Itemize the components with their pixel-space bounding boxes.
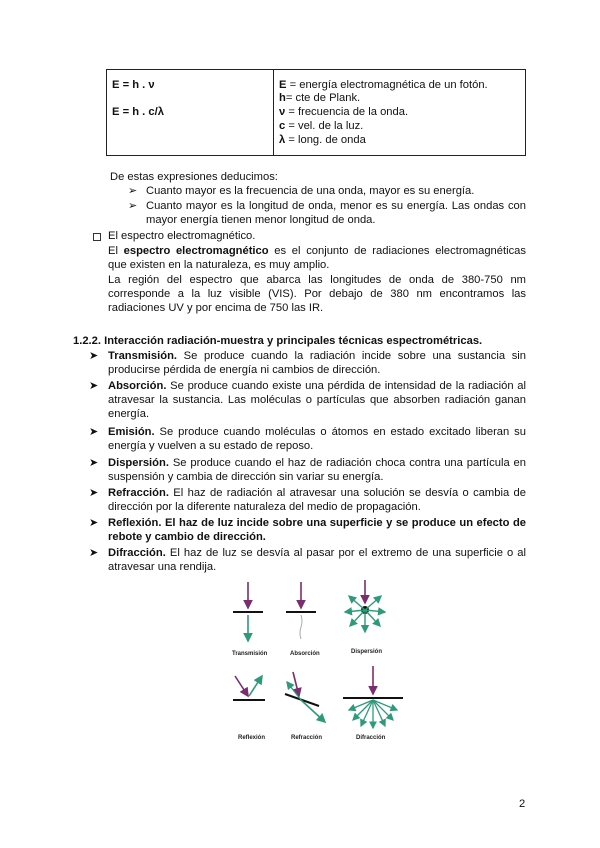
formula-column — [107, 70, 274, 155]
list-item: Absorción. Se produce cuando existe una pérdida de intensidad de la radiación al atravesar la sustancia. Las moléculas o partículas que absorben radiación ganan energía. — [108, 380, 526, 421]
deductions-intro: De estas expresiones deducimos: — [110, 171, 278, 183]
reflection-diagram — [233, 676, 265, 700]
formula-energy-frequency: E = h . ν — [112, 79, 155, 91]
arrow-bullet-icon: ➢ — [128, 200, 138, 212]
figure-label-diffraction: Difracción — [356, 735, 386, 741]
list-item: Emisión. Se produce cuando moléculas o átomos en estado excitado liberan su energía y vuelven a su estado de reposo. — [108, 426, 526, 453]
spectrum-paragraph-2: La región del espectro que abarca las longitudes de onda de 380-750 nm corresponde a la luz visible (VIS). Por debajo de 380 nm encontramos las radiaciones UV y por encima de 750 las IR. — [108, 274, 526, 315]
section-title: 1.2.2. Interacción radiación-muestra y principales técnicas espectrométricas. — [73, 335, 483, 347]
figure-label-transmission: Transmisión — [232, 651, 268, 657]
figure-label-reflection: Reflexión — [238, 735, 266, 741]
arrow-bullet-icon: ➤ — [89, 457, 99, 469]
definition-row: h= cte de Plank. — [279, 92, 361, 104]
transmission-diagram — [233, 582, 263, 641]
list-item: Reflexión. El haz de luz incide sobre una superficie y se produce un efecto de rebote y cambio de dirección. — [108, 517, 526, 544]
deduction-item: Cuanto mayor es la longitud de onda, menor es su energía. Las ondas con mayor energía tienen menor longitud de onda. — [146, 200, 526, 227]
diffraction-diagram — [343, 666, 403, 728]
figure-label-dispersion: Dispersión — [351, 649, 383, 655]
spectrum-heading: El espectro electromagnético. — [108, 230, 256, 242]
arrow-bullet-icon: ➤ — [89, 426, 99, 438]
definition-row: λ = long. de onda — [279, 134, 366, 146]
radiation-interaction-figure — [225, 578, 415, 748]
definition-row: ν = frecuencia de la onda. — [279, 106, 409, 118]
definitions-column — [274, 70, 525, 155]
arrow-bullet-icon: ➤ — [89, 350, 99, 362]
formula-table — [106, 69, 526, 156]
arrow-bullet-icon: ➤ — [89, 487, 99, 499]
definition-row: c = vel. de la luz. — [279, 120, 364, 132]
square-bullet-icon — [93, 233, 101, 241]
absorption-diagram — [286, 582, 316, 639]
figure-label-refraction: Refracción — [291, 735, 323, 741]
dispersion-diagram — [345, 580, 385, 632]
figure-label-absorption: Absorción — [290, 651, 320, 657]
arrow-bullet-icon: ➤ — [89, 380, 99, 392]
list-item: Dispersión. Se produce cuando el haz de radiación choca contra una partícula en suspensión y cambia de dirección sin variar su energía. — [108, 457, 526, 484]
arrow-bullet-icon: ➢ — [128, 185, 138, 197]
page-number: 2 — [519, 798, 526, 810]
definition-row: E = energía electromagnética de un fotón. — [279, 79, 488, 91]
spectrum-paragraph-1: El espectro electromagnético es el conjunto de radiaciones electromagnéticas que existen en la naturaleza, es muy amplio. — [108, 245, 526, 272]
deduction-item: Cuanto mayor es la frecuencia de una onda, mayor es su energía. — [146, 185, 475, 197]
list-item: Transmisión. Se produce cuando la radiación incide sobre una sustancia sin producirse pérdida de energía ni cambios de dirección. — [108, 350, 526, 377]
list-item: Refracción. El haz de radiación al atravesar una solución se desvía o cambia de dirección por la diferente naturaleza del medio de propagación. — [108, 487, 526, 514]
arrow-bullet-icon: ➤ — [89, 547, 99, 559]
formula-energy-wavelength: E = h . c/λ — [112, 106, 164, 118]
refraction-diagram — [285, 672, 325, 722]
list-item: Difracción. El haz de luz se desvía al pasar por el extremo de una superficie o al atravesar una rendija. — [108, 547, 526, 574]
arrow-bullet-icon: ➤ — [89, 517, 99, 529]
